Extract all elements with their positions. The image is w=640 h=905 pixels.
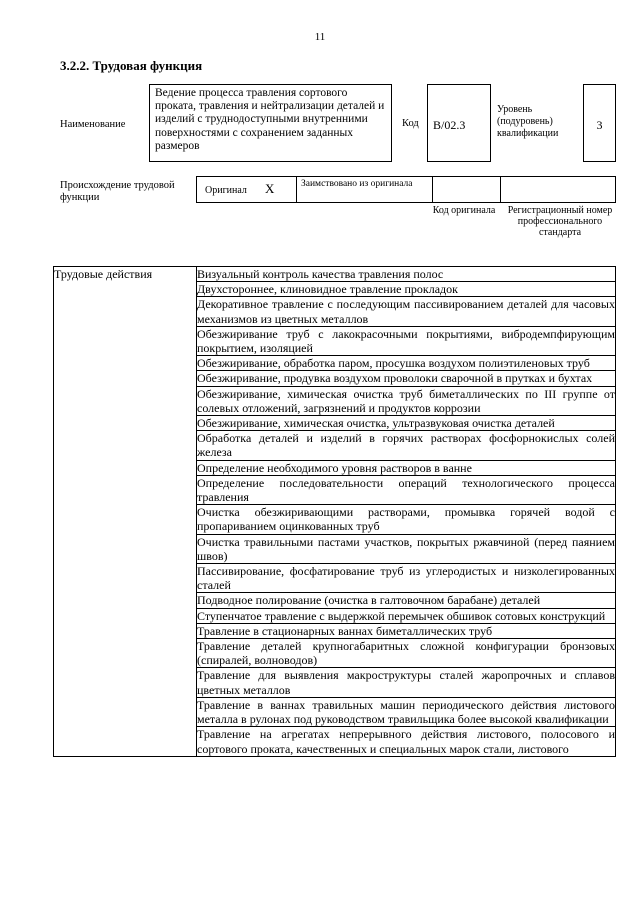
action-item: Обезжиривание, продувка воздухом проволоки сварочной в прутках и бухтах — [197, 371, 616, 386]
labor-actions-table — [53, 266, 616, 757]
action-item: Травление для выявления макроструктуры сталей жаропрочных и сплавов цветных металлов — [197, 668, 615, 697]
function-name-box: Ведение процесса травления сортового проката, травления и нейтрализации деталей и изделий с труднодоступными внутренними поверхностями с сохранением заданных размеров — [149, 84, 392, 162]
action-item: Обработка деталей и изделий в горячих растворах фосфорнокислых солей железа — [197, 431, 615, 460]
action-item: Двухстороннее, клиновидное травление прокладок — [197, 282, 616, 297]
borrowed-label: Заимствовано из оригинала — [301, 179, 413, 189]
original-mark: X — [265, 181, 275, 196]
action-item: Подводное полирование (очистка в галтовочном барабане) деталей — [197, 593, 616, 608]
origin-label — [60, 180, 192, 204]
labor-actions-body — [54, 267, 616, 757]
action-item: Травление на агрегатах непрерывного действия листового, полосового и сортового проката, качественных и специальных марок стали, листового — [197, 727, 615, 756]
code-value-box: B/02.3 — [427, 84, 491, 162]
name-label: Наименование — [60, 119, 126, 130]
action-item: Травление в ваннах травильных машин периодического действия листового металла в рулонах под руководством травильщика более высокой квалификации — [197, 697, 615, 727]
action-item: Ступенчатое травление с выдержкой перемычек обшивок сотовых конструкций — [197, 608, 616, 623]
action-item: Визуальный контроль качества травления полос — [197, 267, 616, 282]
action-item: Очистка травильными пастами участков, покрытых ржавчиной (перед паянием швов) — [197, 534, 615, 563]
action-item: Обезжиривание труб с лакокрасочными покрытиями, вибродемпфирующим покрытием, изоляцией — [197, 326, 615, 356]
level-label-text: Уровень (подуровень) квалификации — [497, 104, 559, 139]
action-item: Декоративное травление с последующим пассивированием деталей для часовых механизмов из цветных металлов — [197, 297, 615, 326]
code-original-label: Код оригинала — [432, 205, 496, 216]
action-item: Обезжиривание, обработка паром, просушка воздухом полиэтиленовых труб — [197, 356, 616, 371]
action-item: Очистка обезжиривающими растворами, промывка горячей водой с пропариванием оцинкованных труб — [197, 505, 615, 534]
actions-label: Трудовые действия — [54, 267, 197, 757]
reg-number-cell — [501, 177, 615, 202]
action-item: Пассивирование, фосфатирование труб из углеродистых и низколегированных сталей — [197, 564, 615, 593]
action-item: Травление деталей крупногабаритных сложной конфигурации бронзовых (спиралей, волноводов) — [197, 639, 615, 668]
action-item: Обезжиривание, химическая очистка труб биметаллических по III группе от солевых отложений, загрязнений и продуктов коррозии — [197, 386, 615, 415]
origin-row — [196, 176, 616, 203]
borrowed-cell — [297, 177, 433, 202]
original-cell — [197, 177, 297, 202]
level-label — [497, 104, 577, 140]
action-item: Травление в стационарных ваннах биметаллических труб — [197, 623, 616, 638]
code-label: Код — [402, 118, 419, 129]
code-original-cell — [433, 177, 501, 202]
table-row — [54, 267, 616, 282]
reg-number-label: Регистрационный номер профессионального стандарта — [507, 205, 613, 238]
level-value-box: 3 — [583, 84, 616, 162]
action-item: Определение последовательности операций технологического процесса травления — [197, 475, 615, 505]
section-title: 3.2.2. Трудовая функция — [60, 58, 203, 73]
page-number: 11 — [314, 31, 326, 43]
original-label: Оригинал — [205, 185, 247, 196]
origin-label-text: Происхождение трудовой функции — [60, 180, 175, 203]
action-item: Определение необходимого уровня растворов в ванне — [197, 460, 616, 475]
action-item: Обезжиривание, химическая очистка, ультразвуковая очистка деталей — [197, 416, 616, 431]
